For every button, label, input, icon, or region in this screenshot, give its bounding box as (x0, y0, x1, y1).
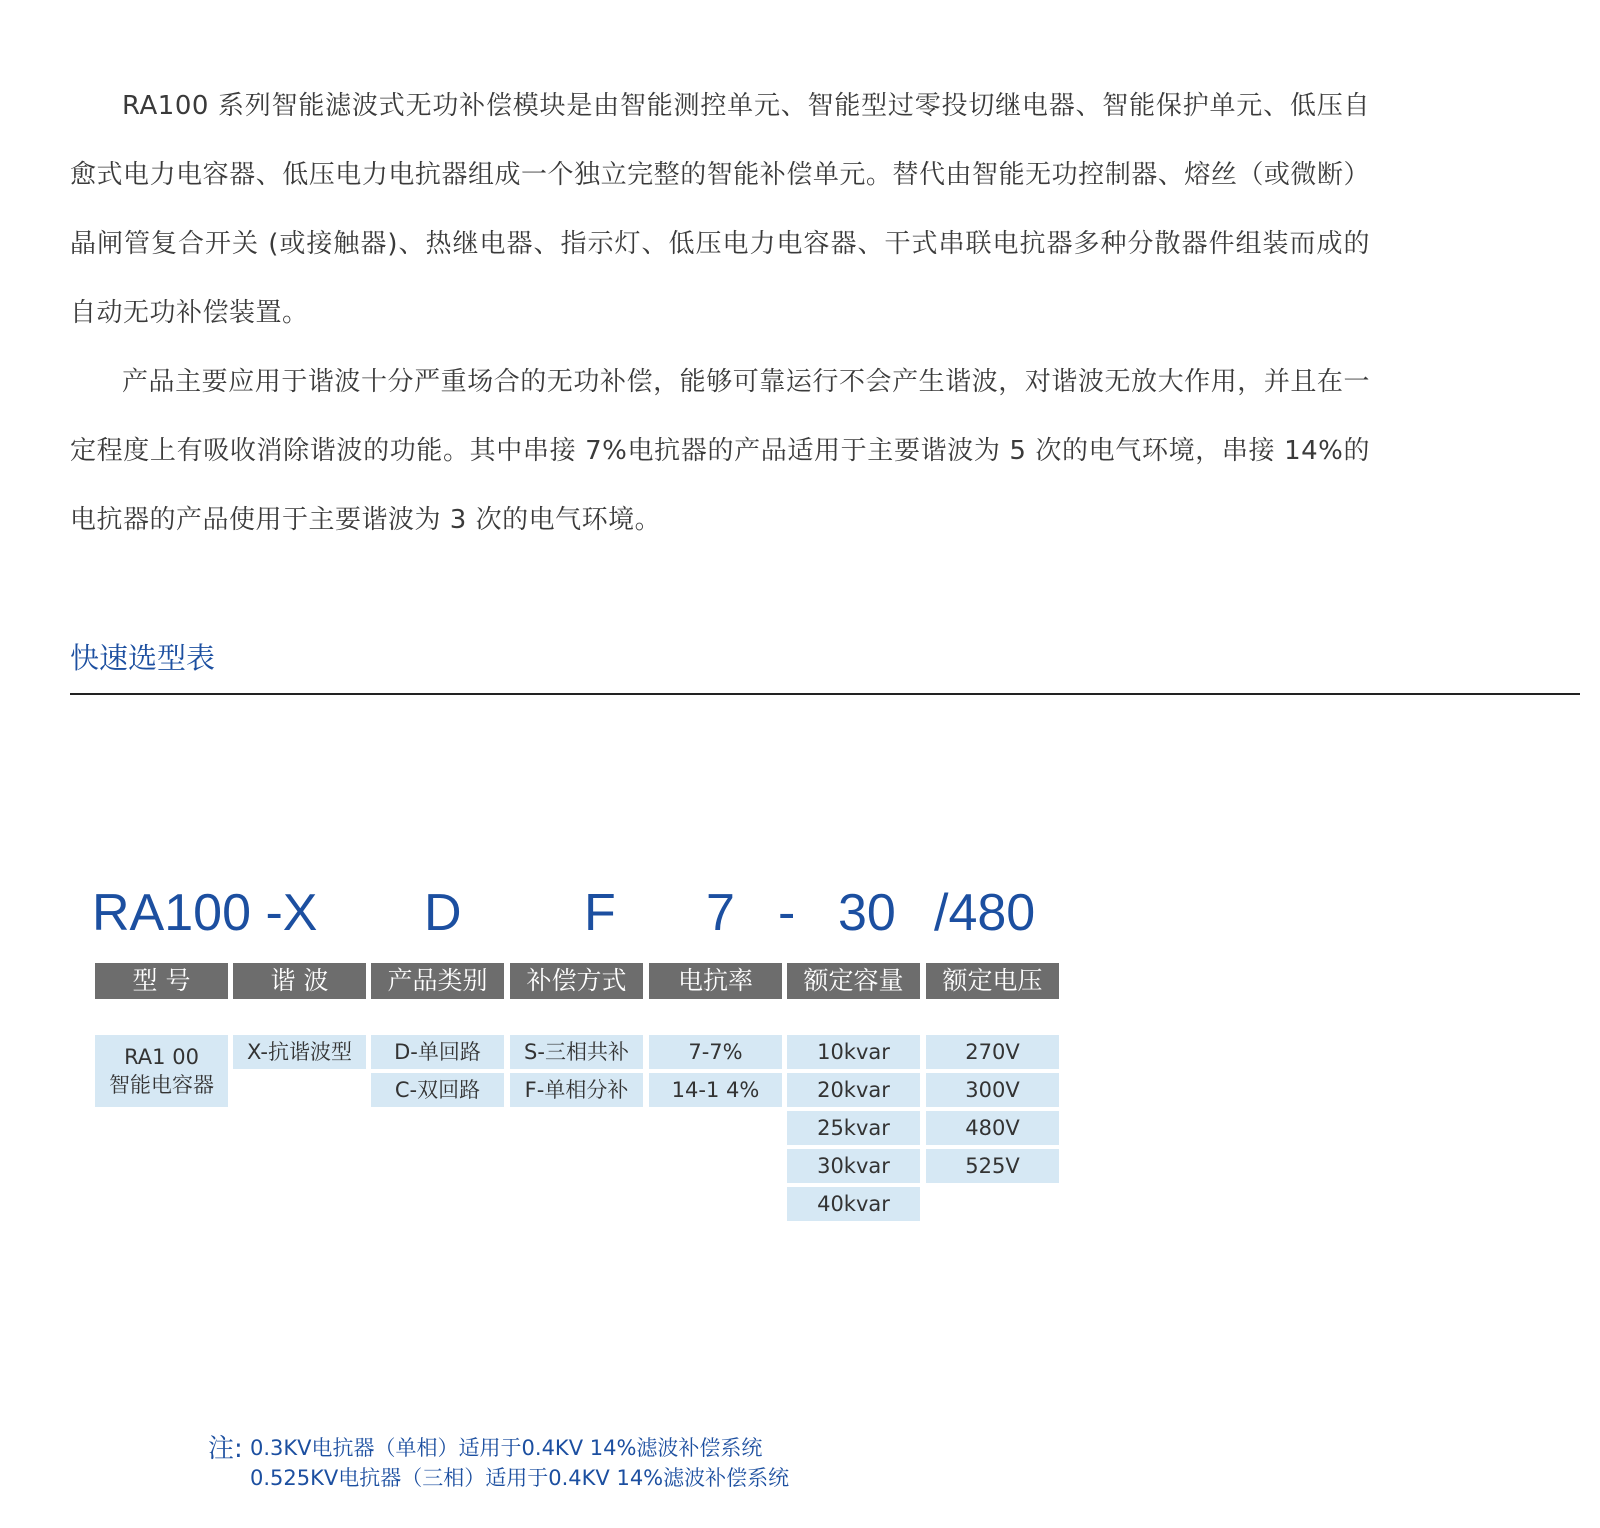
intro-text (70, 72, 1370, 555)
cell-capacity: 30kvar (787, 1149, 920, 1183)
cell-capacity: 25kvar (787, 1111, 920, 1145)
header-voltage: 额定电压 (926, 963, 1059, 999)
cell-capacity: 40kvar (787, 1187, 920, 1221)
cell-voltage: 270V (926, 1035, 1059, 1069)
cell-compensation: S-三相共补 (510, 1035, 643, 1069)
cell-reactance: 14-1 4% (649, 1073, 782, 1107)
header-model: 型 号 (95, 963, 228, 999)
cell-voltage: 300V (926, 1073, 1059, 1107)
header-harmonic: 谐 波 (233, 963, 366, 999)
cell-capacity: 20kvar (787, 1073, 920, 1107)
header-compensation: 补偿方式 (510, 963, 643, 999)
section-divider (70, 693, 1580, 695)
cell-harmonic: X-抗谐波型 (233, 1035, 366, 1069)
footnote-line-2: 0.525KV电抗器（三相）适用于0.4KV 14%滤波补偿系统 (250, 1466, 790, 1490)
section-title: 快速选型表 (70, 641, 216, 675)
cell-model-line-1: RA1 00 (124, 1045, 199, 1069)
intro-paragraph-2: 产品主要应用于谐波十分严重场合的无功补偿，能够可靠运行不会产生谐波，对谐波无放大作用，并且在一定程度上有吸收消除谐波的功能。其中串接 7%电抗器的产品适用于主要谐波为 5 次的电气环境，串接 14%的电抗器的产品使用于主要谐波为 3 次的电气环境。 (70, 367, 1370, 535)
cell-reactance: 7-7% (649, 1035, 782, 1069)
header-reactance: 电抗率 (649, 963, 782, 999)
code-part-series: RA100 -X (92, 884, 318, 942)
code-part-reactance: 7 (706, 884, 735, 942)
intro-paragraph-1: RA100 系列智能滤波式无功补偿模块是由智能测控单元、智能型过零投切继电器、智能保护单元、低压自愈式电力电容器、低压电力电抗器组成一个独立完整的智能补偿单元。替代由智能无功控制器、熔丝（或微断）晶闸管复合开关 (或接触器)、热继电器、指示灯、低压电力电容器、干式串联电抗器多种分散器件组装而成的自动无功补偿装置。 (70, 91, 1370, 328)
cell-capacity: 10kvar (787, 1035, 920, 1069)
header-category: 产品类别 (371, 963, 504, 999)
cell-compensation: F-单相分补 (510, 1073, 643, 1107)
header-capacity: 额定容量 (787, 963, 920, 999)
cell-voltage: 480V (926, 1111, 1059, 1145)
code-part-dash: - (778, 884, 796, 942)
footnote-prefix: 注: (208, 1434, 243, 1464)
cell-voltage: 525V (926, 1149, 1059, 1183)
cell-category: D-单回路 (371, 1035, 504, 1069)
code-part-capacity: 30 (838, 884, 896, 942)
cell-category: C-双回路 (371, 1073, 504, 1107)
code-part-category: D (424, 884, 462, 942)
cell-model-line-2: 智能电容器 (109, 1073, 214, 1097)
cell-model (95, 1035, 228, 1107)
code-part-compensation: F (584, 884, 616, 942)
footnote-line-1: 0.3KV电抗器（单相）适用于0.4KV 14%滤波补偿系统 (250, 1436, 763, 1460)
code-part-voltage: /480 (934, 884, 1036, 942)
